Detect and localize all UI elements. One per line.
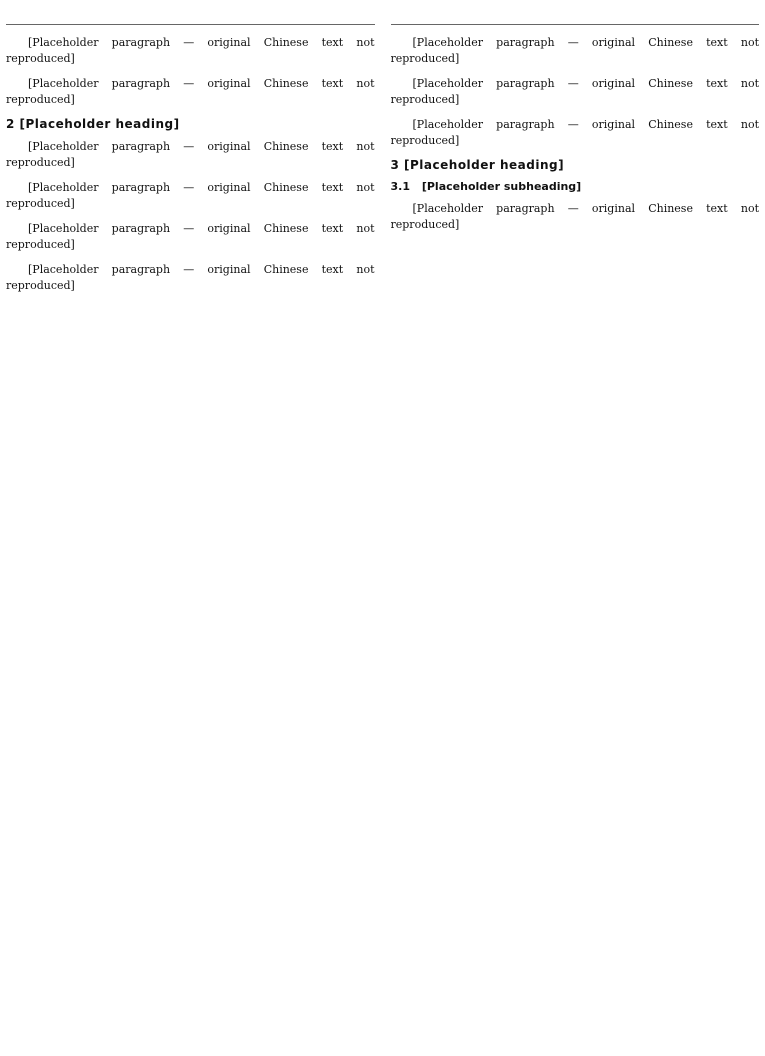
section-heading-2: 2 [Placeholder heading] xyxy=(6,117,180,131)
paragraph-6: [Placeholder paragraph — original Chinese text not reproduced] xyxy=(6,263,375,292)
paragraph-7: [Placeholder paragraph — original Chinese text not reproduced] xyxy=(390,36,759,65)
page-header-rule-right xyxy=(391,10,760,25)
paragraph-5: [Placeholder paragraph — original Chinese text not reproduced] xyxy=(6,222,375,251)
left-column xyxy=(6,10,375,1042)
subsection-number: 3.1 xyxy=(390,180,410,193)
paragraph-2: [Placeholder paragraph — original Chinese text not reproduced] xyxy=(6,77,375,106)
paragraph-4: [Placeholder paragraph — original Chinese text not reproduced] xyxy=(6,181,375,210)
paragraph-8: [Placeholder paragraph — original Chinese text not reproduced] xyxy=(390,77,759,106)
paragraph-1: [Placeholder paragraph — original Chinese text not reproduced] xyxy=(6,36,375,65)
paragraph-9: [Placeholder paragraph — original Chinese text not reproduced] xyxy=(390,118,759,147)
section-heading-3: 3 [Placeholder heading] xyxy=(390,158,565,172)
paragraph-3: [Placeholder paragraph — original Chinese text not reproduced] xyxy=(6,140,375,169)
right-column xyxy=(391,10,760,1042)
subsection-heading-3-1 xyxy=(391,180,760,193)
page-header-rule xyxy=(6,10,375,25)
subsection-title: [Placeholder subheading] xyxy=(421,180,582,193)
paragraph-10: [Placeholder paragraph — original Chinese text not reproduced] xyxy=(390,202,759,231)
